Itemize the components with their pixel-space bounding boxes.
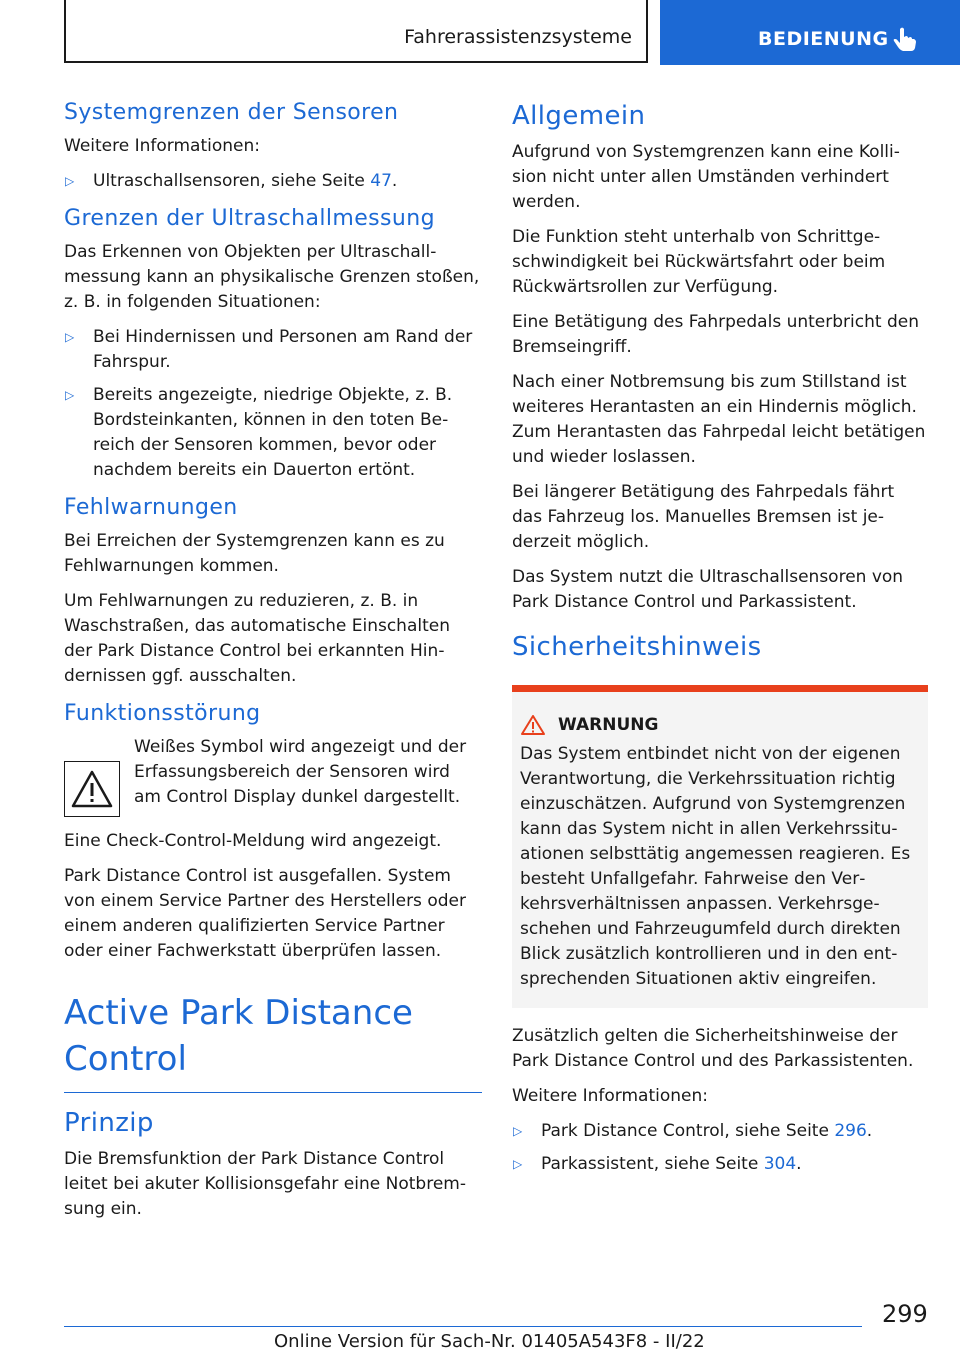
- heading-funktionsstoerung: Funktionsstörung: [64, 701, 261, 726]
- paragraph: Die Bremsfunktion der Park Distance Control leitet bei akuter Kollisionsgefahr eine Notbremsung ein.: [64, 1149, 466, 1219]
- paragraph: Weißes Symbol wird angezeigt und der Erfassungsbereich der Sensoren wird am Control Display dunkel dargestellt.: [134, 737, 467, 807]
- section-funktionsstoerung: [64, 699, 482, 964]
- section-sicherheitshinweis: [512, 629, 928, 1177]
- chapter-title: Fahrerassistenzsysteme: [404, 26, 632, 48]
- main-title: Active Park Distance Control: [64, 990, 482, 1093]
- triangle-bullet-icon: ▷: [65, 330, 75, 344]
- footer: [64, 1326, 862, 1352]
- right-column: [512, 98, 928, 1187]
- heading-fehlwarnungen: Fehlwarnungen: [64, 495, 238, 520]
- list-item: [512, 1152, 928, 1177]
- section-fehlwarnungen: [64, 493, 482, 689]
- paragraph: Die Funktion steht unterhalb von Schrittgeschwindigkeit bei Rückwärtsfahrt oder beim Rückwärtsrollen zur Verfügung.: [512, 227, 886, 297]
- paragraph: Eine Betätigung des Fahrpedals unterbricht den Bremseingriff.: [512, 312, 919, 357]
- page-number: 299: [882, 1300, 928, 1328]
- page-link[interactable]: 47: [370, 171, 392, 191]
- heading-sicherheitshinweis: Sicherheitshinweis: [512, 632, 762, 662]
- heading-ultraschall: Grenzen der Ultraschallmessung: [64, 206, 435, 231]
- warning-triangle-icon: [64, 761, 120, 817]
- section-title: BEDIENUNG: [758, 28, 889, 50]
- paragraph: Weitere Informationen:: [512, 1086, 708, 1106]
- triangle-bullet-icon: ▷: [65, 388, 75, 402]
- list-item: [64, 383, 482, 483]
- paragraph: Bei Erreichen der Systemgrenzen kann es zu Fehlwarnungen kommen.: [64, 531, 445, 576]
- paragraph: Park Distance Control ist ausgefallen. System von einem Service Partner des Herstellers oder einem anderen qualifizierten Service Partner oder einer Fachwerkstatt überprüfen lassen.: [64, 866, 466, 961]
- list-item: [64, 169, 482, 194]
- list: [64, 325, 482, 483]
- paragraph: Das Erkennen von Objekten per Ultraschallmessung kann an physikalische Grenzen stoßen, z. B. in folgenden Situationen:: [64, 242, 480, 312]
- section-allgemein: [512, 98, 928, 615]
- heading-systemgrenzen: Systemgrenzen der Sensoren: [64, 100, 399, 125]
- footer-text: Online Version für Sach-Nr. 01405A543F8 - II/22: [274, 1331, 705, 1352]
- list-item-end: .: [866, 1121, 873, 1141]
- list: [64, 169, 482, 194]
- paragraph: Eine Check-Control-Meldung wird angezeigt.: [64, 831, 442, 851]
- list-item-end: .: [391, 171, 398, 191]
- warning-label: WARNUNG: [558, 715, 659, 735]
- warning-icon: [520, 714, 546, 736]
- list-item: [64, 325, 482, 375]
- section-ultraschall: [64, 204, 482, 483]
- left-column: [64, 98, 482, 1232]
- list-item-text: Park Distance Control, siehe Seite: [541, 1121, 835, 1141]
- heading-prinzip: Prinzip: [64, 1108, 154, 1138]
- paragraph: Weitere Informationen:: [64, 136, 260, 156]
- page-link[interactable]: 304: [763, 1154, 797, 1174]
- paragraph: Nach einer Notbremsung bis zum Stillstand ist weiteres Herantasten an ein Hindernis möglich. Zum Herantasten das Fahrpedal leicht betätigen und wieder loslassen.: [512, 372, 926, 467]
- section-systemgrenzen: [64, 98, 482, 194]
- list-item-text: Bereits angezeigte, niedrige Objekte, z. B. Bordsteinkanten, können in den toten Bereich der Sensoren kommen, bevor oder nachdem bereits ein Dauerton ertönt.: [93, 385, 453, 480]
- list-item-text: Ultraschallsensoren, siehe Seite: [93, 171, 371, 191]
- paragraph: Das System nutzt die Ultraschallsensoren von Park Distance Control und Parkassistent.: [512, 567, 904, 612]
- hand-pointer-icon: [892, 26, 918, 52]
- page-link[interactable]: 296: [834, 1121, 867, 1141]
- warning-text: Das System entbindet nicht von der eigenen Verantwortung, die Verkehrssituation richtig einzuschätzen. Aufgrund von Systemgrenzen kann das System nicht in allen Verkehrssituationen selbsttätig angemessen reagieren. Es besteht Unfallgefahr. Fahrweise den Verkehrsverhältnissen anpassen. Verkehrsgeschehen und Fahrzeugumfeld durch direkten Blick zusätzlich kontrollieren und in den entsprechenden Situationen aktiv eingreifen.: [520, 744, 911, 989]
- warning-symbol-row: [64, 735, 482, 817]
- list: [512, 1119, 928, 1177]
- paragraph: Zusätzlich gelten die Sicherheitshinweise der Park Distance Control und des Parkassistenten.: [512, 1026, 914, 1071]
- paragraph: Bei längerer Betätigung des Fahrpedals fährt das Fahrzeug los. Manuelles Bremsen ist jederzeit möglich.: [512, 482, 895, 552]
- list-item-text: Parkassistent, siehe Seite: [541, 1154, 764, 1174]
- warning-box: [512, 685, 928, 1008]
- triangle-bullet-icon: ▷: [513, 1157, 523, 1171]
- section-prinzip: [64, 1105, 482, 1222]
- list-item-end: .: [796, 1154, 802, 1174]
- triangle-bullet-icon: ▷: [513, 1124, 523, 1138]
- list-item-text: Bei Hindernissen und Personen am Rand der Fahrspur.: [93, 327, 473, 372]
- paragraph: Aufgrund von Systemgrenzen kann eine Kollision nicht unter allen Umständen verhindert werden.: [512, 142, 900, 212]
- heading-allgemein: Allgemein: [512, 101, 646, 131]
- paragraph: Um Fehlwarnungen zu reduzieren, z. B. in Waschstraßen, das automatische Einschalten der Park Distance Control bei erkannten Hindernissen ggf. ausschalten.: [64, 591, 450, 686]
- chapter-header: [64, 0, 648, 63]
- list-item: [512, 1119, 928, 1144]
- triangle-bullet-icon: ▷: [65, 174, 75, 188]
- section-header: [660, 0, 960, 65]
- warning-header: [520, 714, 920, 736]
